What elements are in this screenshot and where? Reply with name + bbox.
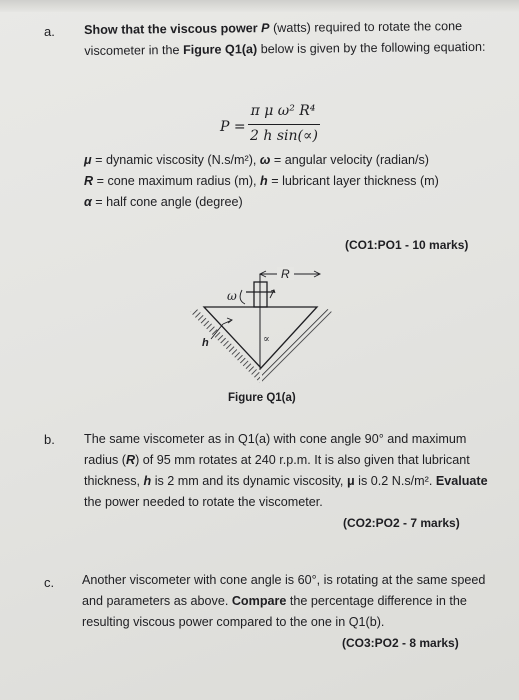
equation-denominator: 2 h sin(∝) (250, 128, 318, 144)
question-b-line-1: The same viscometer as in Q1(a) with cone angle 90° and maximum (84, 432, 467, 446)
marks-c: (CO3:PO2 - 8 marks) (342, 636, 459, 650)
radius-label: R (281, 267, 290, 281)
question-b-line-2: radius (R) of 95 mm rotates at 240 r.p.m. It is also given that lubricant (84, 453, 470, 467)
housing-right-wall (262, 308, 332, 383)
gap-label: h (202, 337, 209, 349)
fraction-bar (248, 124, 320, 125)
figure-caption: Figure Q1(a) (228, 392, 296, 404)
variable-line-1: μ = dynamic viscosity (N.s/m²), ω = angular velocity (radian/s) (84, 153, 429, 167)
question-c-number: c. (44, 575, 55, 590)
marks-b: (CO2:PO2 - 7 marks) (343, 516, 460, 530)
equation-lhs: P = (220, 119, 246, 135)
question-c-line-1: Another viscometer with cone angle is 60°, is rotating at the same speed (82, 573, 486, 587)
question-a-line-1: Show that the viscous power P (watts) required to rotate the cone (84, 19, 463, 37)
variable-line-3: α = half cone angle (degree) (84, 195, 243, 209)
top-edge (0, 0, 519, 12)
omega-label: ω (227, 289, 237, 303)
question-c-line-2: and parameters as above. Compare the percentage difference in the (82, 594, 467, 608)
question-b-text (84, 429, 488, 513)
variable-definitions (84, 150, 439, 213)
half-angle-label: ∝ (263, 334, 270, 345)
question-a-number: a. (44, 24, 55, 39)
variable-line-2: R = cone maximum radius (m), h = lubricant layer thickness (m) (84, 174, 439, 188)
question-c-text (82, 570, 485, 633)
question-a-line-2: viscometer in the Figure Q1(a) below is given by the following equation: (84, 39, 486, 58)
cone-viscometer-figure (190, 260, 340, 390)
question-b-line-4: the power needed to rotate the viscometer. (84, 495, 323, 509)
marks-a: (CO1:PO1 - 10 marks) (345, 238, 469, 252)
question-c-line-3: resulting viscous power compared to the one in Q1(b). (82, 615, 385, 629)
question-b-line-3: thickness, h is 2 mm and its dynamic viscosity, μ is 0.2 N.s/m². Evaluate (84, 474, 488, 488)
equation-numerator: π μ ω² R⁴ (250, 103, 316, 119)
housing-left-wall (190, 308, 260, 383)
question-b-number: b. (44, 432, 55, 447)
question-a-text (84, 16, 486, 62)
